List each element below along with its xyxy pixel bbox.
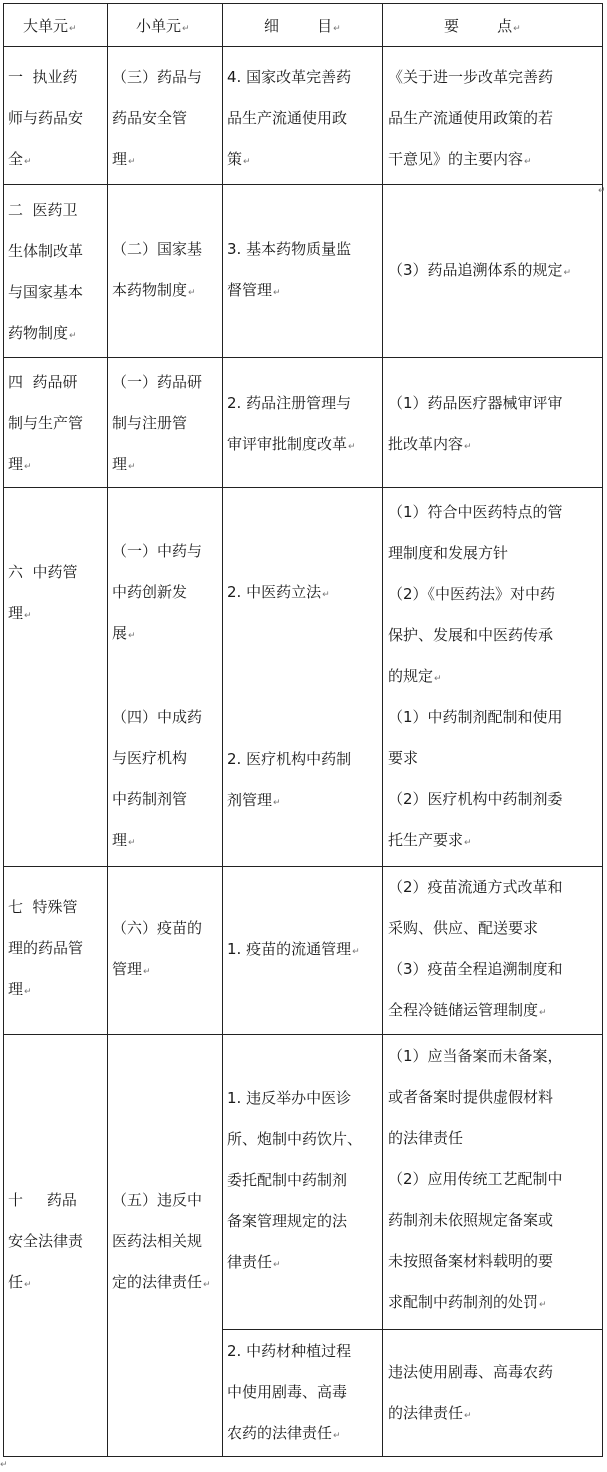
cell-line: 所、炮制中药饮片、 bbox=[227, 1130, 363, 1148]
cell-line: 督管理↵ bbox=[227, 281, 281, 299]
margin-mark-right: ↵ bbox=[598, 186, 606, 196]
cell-line: 中药制剂管 bbox=[112, 790, 188, 808]
key-points-4b bbox=[388, 697, 563, 864]
cell-line: 品生产流通使用政策的若 bbox=[388, 109, 554, 127]
major-unit-1 bbox=[8, 57, 83, 183]
cell-line: 理↵ bbox=[112, 831, 136, 849]
cell-line: 中药创新发 bbox=[112, 583, 188, 601]
minor-unit-4b bbox=[112, 697, 202, 864]
cell-line: （2）疫苗流通方式改革和 bbox=[388, 878, 563, 896]
major-unit-2 bbox=[8, 190, 83, 357]
item-4a bbox=[227, 572, 330, 616]
cell-line: 师与药品安 bbox=[8, 109, 84, 127]
column-divider-3 bbox=[382, 3, 383, 1456]
item-5 bbox=[227, 929, 360, 973]
cell-line: 与国家基本 bbox=[8, 283, 84, 301]
cell-line: 制与注册管 bbox=[112, 414, 188, 432]
cell-line: 理的药品管 bbox=[8, 939, 84, 957]
cell-line: 审评审批制度改革↵ bbox=[227, 435, 356, 453]
cell-line: 1. 违反举办中医诊 bbox=[227, 1089, 352, 1107]
cell-line: 理↵ bbox=[112, 150, 136, 168]
item-4b bbox=[227, 739, 351, 824]
cell-line: 未按照备案材料载明的要 bbox=[388, 1252, 554, 1270]
cell-line: （2）《中医药法》对中药 bbox=[388, 585, 556, 603]
cell-line: 十 药品 bbox=[8, 1191, 77, 1209]
cell-line: 全程冷链储运管理制度↵ bbox=[388, 1001, 547, 1019]
column-divider-2 bbox=[222, 3, 223, 1456]
cell-line: 或者备案时提供虚假材料 bbox=[388, 1088, 554, 1106]
cell-line: 理制度和发展方针 bbox=[388, 544, 509, 562]
key-points-1 bbox=[388, 57, 553, 183]
key-points-2 bbox=[388, 250, 571, 294]
cell-line: （2）应用传统工艺配制中 bbox=[388, 1170, 563, 1188]
key-points-3 bbox=[388, 383, 563, 468]
cell-line: 一 执业药 bbox=[8, 68, 78, 86]
cell-line: （3）疫苗全程追溯制度和 bbox=[388, 960, 563, 978]
cell-line: 《关于进一步改革完善药 bbox=[388, 68, 554, 86]
cell-line: （2）医疗机构中药制剂委 bbox=[388, 790, 563, 808]
cell-line: （四）中成药 bbox=[112, 708, 203, 726]
cell-line: 生体制改革 bbox=[8, 242, 84, 260]
cell-line: 管理↵ bbox=[112, 960, 151, 978]
cell-line: 备案管理规定的法 bbox=[227, 1212, 348, 1230]
cell-line: 展↵ bbox=[112, 624, 136, 642]
cell-line: 2. 中药材种植过程 bbox=[227, 1342, 352, 1360]
cell-line: 保护、发展和中医药传承 bbox=[388, 626, 554, 644]
minor-unit-3 bbox=[112, 362, 202, 488]
major-unit-4 bbox=[8, 552, 78, 637]
item-6b bbox=[227, 1331, 351, 1457]
table-border-left bbox=[3, 3, 4, 1456]
cell-line: （一）药品研 bbox=[112, 373, 203, 391]
cell-line: 2. 药品注册管理与 bbox=[227, 394, 352, 412]
cell-line: 任↵ bbox=[8, 1273, 32, 1291]
header-major-unit: 大单元↵ bbox=[23, 17, 77, 35]
cell-line: 干意见》的主要内容↵ bbox=[388, 150, 532, 168]
cell-line: 品生产流通使用政 bbox=[227, 109, 348, 127]
key-points-4a bbox=[388, 492, 563, 700]
cell-line: 策↵ bbox=[227, 150, 251, 168]
cell-line: 农药的法律责任↵ bbox=[227, 1424, 341, 1442]
column-divider-1 bbox=[107, 3, 108, 1456]
row-divider-5 bbox=[3, 1034, 603, 1035]
cell-line: 2. 中医药立法↵ bbox=[227, 583, 330, 601]
cell-line: 理↵ bbox=[8, 980, 32, 998]
cell-line: 违法使用剧毒、高毒农药 bbox=[388, 1363, 554, 1381]
header-key-points: 要 点↵ bbox=[444, 17, 521, 35]
item-1 bbox=[227, 57, 351, 183]
row-divider-1 bbox=[3, 184, 603, 185]
cell-line: （六）疫苗的 bbox=[112, 919, 203, 937]
cell-line: （1）中药制剂配制和使用 bbox=[388, 708, 563, 726]
key-points-6a bbox=[388, 1036, 563, 1326]
cell-line: （1）药品医疗器械审评审 bbox=[388, 394, 563, 412]
item-3 bbox=[227, 383, 356, 468]
row-divider-3 bbox=[3, 487, 603, 488]
cell-line: 的规定↵ bbox=[388, 667, 442, 685]
cell-line: （一）中药与 bbox=[112, 542, 203, 560]
major-unit-6 bbox=[8, 1180, 83, 1306]
cell-line: 本药物制度↵ bbox=[112, 281, 196, 299]
key-points-5 bbox=[388, 867, 563, 1034]
margin-mark-left: ↵ bbox=[0, 1460, 8, 1470]
cell-line: 药制剂未依照规定备案或 bbox=[388, 1211, 554, 1229]
cell-line: 药物制度↵ bbox=[8, 324, 77, 342]
cell-line: （3）药品追溯体系的规定↵ bbox=[388, 261, 572, 279]
cell-line: 七 特殊管 bbox=[8, 898, 78, 916]
cell-line: 剂管理↵ bbox=[227, 791, 281, 809]
minor-unit-4a bbox=[112, 531, 202, 657]
cell-line: （二）国家基 bbox=[112, 240, 203, 258]
cell-line: 理↵ bbox=[112, 455, 136, 473]
cell-line: 委托配制中药制剂 bbox=[227, 1171, 348, 1189]
cell-line: 理↵ bbox=[8, 455, 32, 473]
cell-line: 理↵ bbox=[8, 604, 32, 622]
cell-line: （五）违反中 bbox=[112, 1191, 203, 1209]
minor-unit-5 bbox=[112, 908, 202, 993]
cell-line: 要求 bbox=[388, 749, 419, 767]
cell-line: 求配制中药制剂的处罚↵ bbox=[388, 1293, 547, 1311]
header-minor-unit: 小单元↵ bbox=[136, 17, 190, 35]
cell-line: 四 药品研 bbox=[8, 373, 78, 391]
header-item: 细 目↵ bbox=[264, 17, 341, 35]
key-points-6b bbox=[388, 1352, 553, 1437]
cell-line: 批改革内容↵ bbox=[388, 435, 472, 453]
item-2 bbox=[227, 229, 351, 314]
cell-line: 药品安全管 bbox=[112, 109, 188, 127]
cell-line: 二 医药卫 bbox=[8, 201, 78, 219]
table-border-top bbox=[3, 3, 603, 4]
minor-unit-1 bbox=[112, 57, 202, 183]
header-divider bbox=[3, 46, 603, 47]
cell-line: 六 中药管 bbox=[8, 563, 78, 581]
cell-line: （1）符合中医药特点的管 bbox=[388, 503, 563, 521]
major-unit-3 bbox=[8, 362, 83, 488]
cell-line: 安全法律责 bbox=[8, 1232, 84, 1250]
cell-line: 中使用剧毒、高毒 bbox=[227, 1383, 348, 1401]
major-unit-5 bbox=[8, 887, 83, 1013]
cell-line: 的法律责任↵ bbox=[388, 1404, 472, 1422]
cell-line: 3. 基本药物质量监 bbox=[227, 240, 352, 258]
minor-unit-2 bbox=[112, 229, 202, 314]
cell-line: 医药法相关规 bbox=[112, 1232, 203, 1250]
cell-line: 托生产要求↵ bbox=[388, 831, 472, 849]
cell-line: （1）应当备案而未备案， bbox=[388, 1047, 563, 1065]
cell-line: 1. 疫苗的流通管理↵ bbox=[227, 940, 360, 958]
cell-line: 2. 医疗机构中药制 bbox=[227, 750, 352, 768]
cell-line: 全↵ bbox=[8, 150, 32, 168]
subrow-divider bbox=[222, 1329, 603, 1330]
cell-line: 律责任↵ bbox=[227, 1253, 281, 1271]
row-divider-2 bbox=[3, 357, 603, 358]
cell-line: （三）药品与 bbox=[112, 68, 203, 86]
item-6a bbox=[227, 1078, 362, 1286]
cell-line: 定的法律责任↵ bbox=[112, 1273, 211, 1291]
cell-line: 与医疗机构 bbox=[112, 749, 188, 767]
cell-line: 4. 国家改革完善药 bbox=[227, 68, 352, 86]
table-border-right bbox=[602, 3, 603, 1456]
minor-unit-6 bbox=[112, 1180, 211, 1306]
cell-line: 采购、供应、配送要求 bbox=[388, 919, 539, 937]
cell-line: 的法律责任 bbox=[388, 1129, 464, 1147]
cell-line: 制与生产管 bbox=[8, 414, 84, 432]
